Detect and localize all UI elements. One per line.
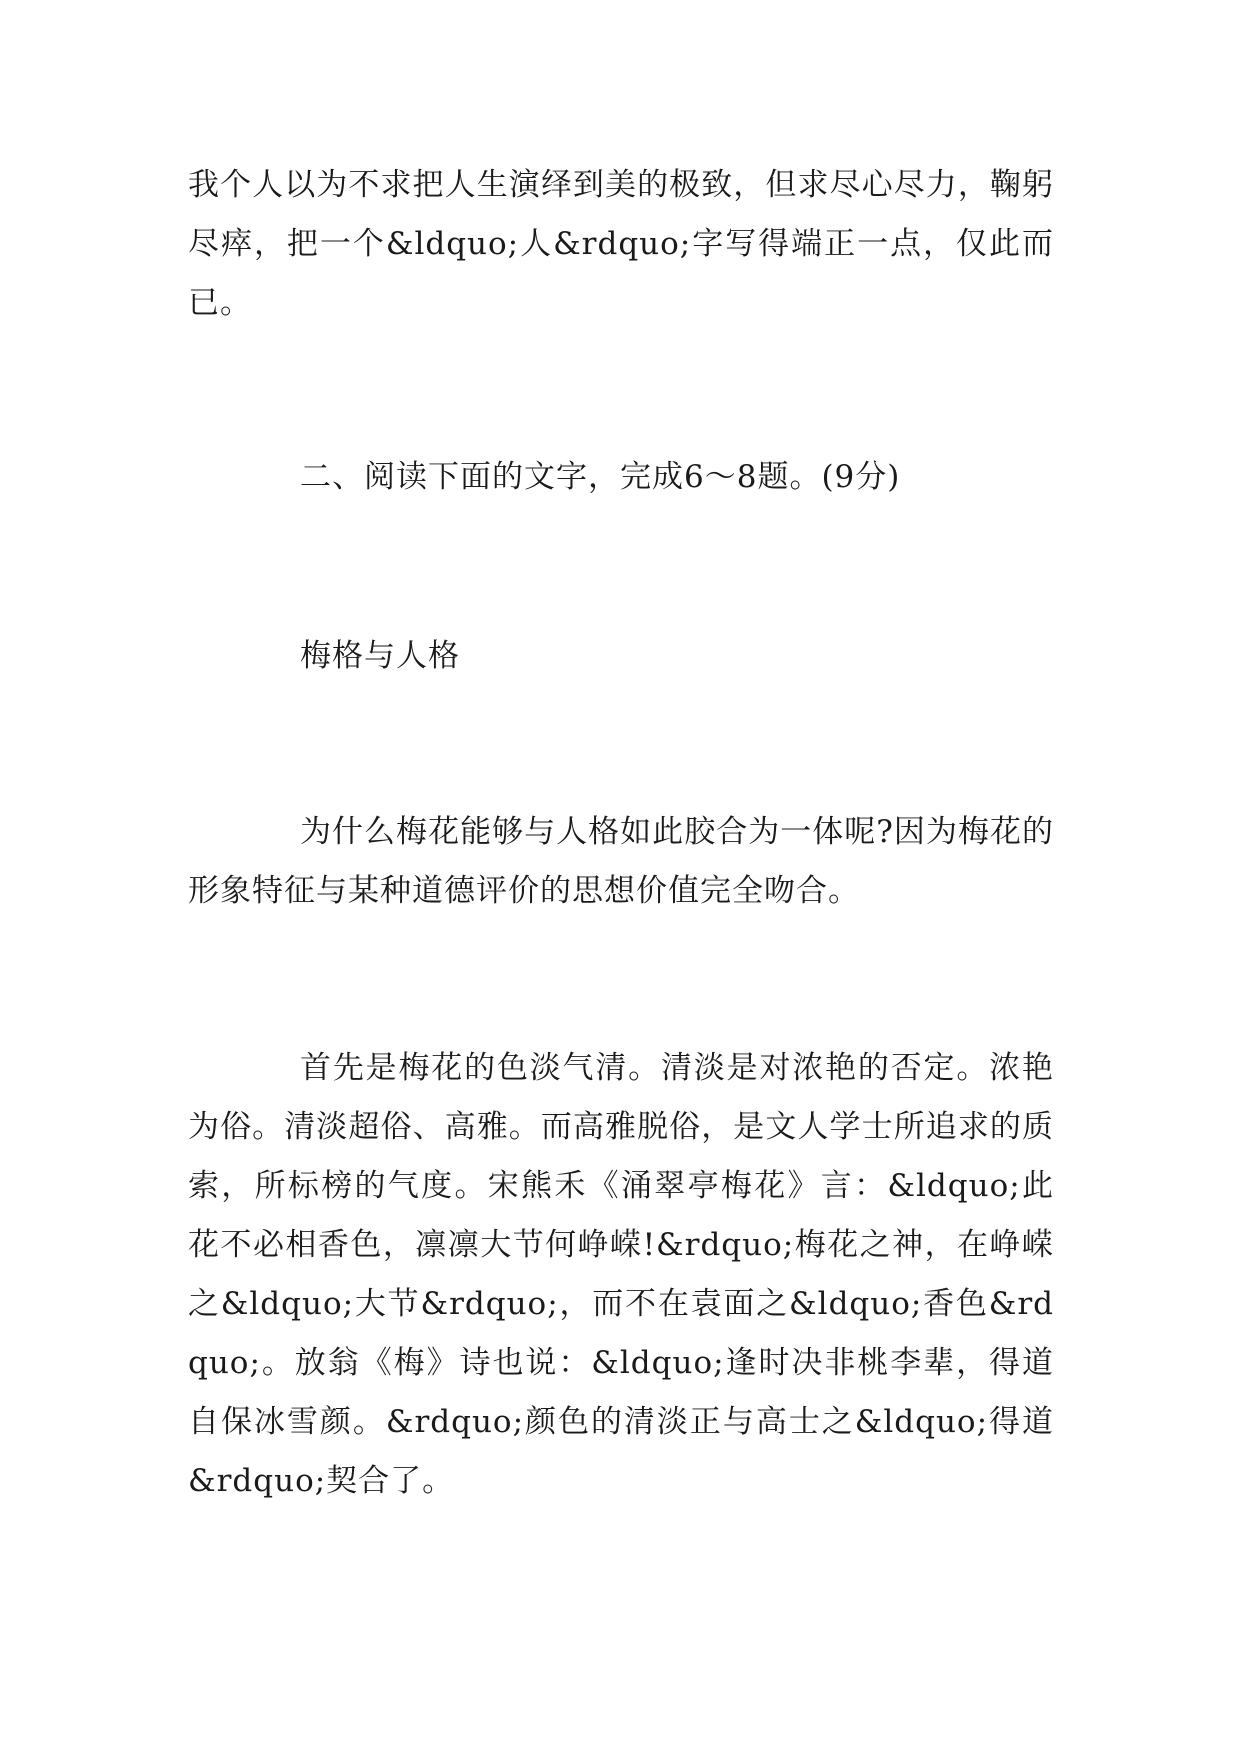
paragraph-1: 我个人以为不求把人生演绎到美的极致，但求尽心尽力，鞠躬尽瘁，把一个&ldquo;人&rdquo;字写得端正一点，仅此而已。 <box>188 167 1054 321</box>
article-title: 梅格与人格 <box>300 638 460 674</box>
paragraph-2: 为什么梅花能够与人格如此胶合为一体呢?因为梅花的形象特征与某种道德评价的思想价值完全吻合。 <box>188 814 1054 909</box>
section-heading: 二、阅读下面的文字，完成6～8题。(9分) <box>300 459 901 495</box>
paragraph-3: 首先是梅花的色淡气清。清淡是对浓艳的否定。浓艳为俗。清淡超俗、高雅。而高雅脱俗，是文人学士所追求的质索，所标榜的气度。宋熊禾《涌翠亭梅花》言：&ldquo;此花不必相香色，凛凛大节何峥嵘!&rdquo;梅花之神，在峥嵘之&ldquo;大节&rdquo;，而不在袁面之&ldquo;香色&rdquo;。放翁《梅》诗也说：&ldquo;逢时决非桃李辈，得道自保冰雪颜。&rdquo;颜色的清淡正与高士之&ldquo;得道&rdquo;契合了。 <box>188 1050 1054 1499</box>
